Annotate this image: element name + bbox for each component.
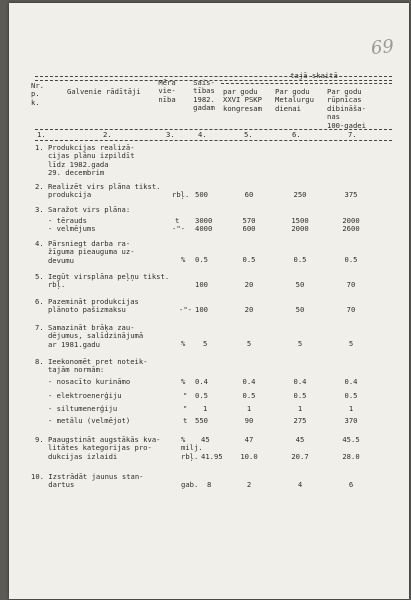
row-8b-col-c: 0.5 <box>344 391 358 400</box>
row-5-base: 100 <box>195 280 208 289</box>
header-indicator: Galvenie rādītāji <box>67 87 141 96</box>
row-8d-unit: t <box>183 416 188 425</box>
row-4-col-b: 0.5 <box>293 255 307 264</box>
row-8d-base: 550 <box>195 416 208 425</box>
header-bottom-rule <box>35 129 392 130</box>
header-group-rule <box>221 83 392 84</box>
row-5-col-b: 50 <box>295 280 305 289</box>
row-10-base: 8 <box>207 480 212 489</box>
row-8c-label: - siltumenerģiju <box>35 404 118 413</box>
row-8d-label: - metālu (velmējot) <box>35 416 131 425</box>
row-3b-unit: -"- <box>172 224 185 233</box>
row-8b-col-a: 0.5 <box>242 391 256 400</box>
row-5-col-a: 20 <box>244 280 254 289</box>
row-3-label: 3. Saražot virs plāna: <box>35 205 131 214</box>
header-nr: Nr. p. k. <box>31 81 44 107</box>
row-3a-col-c: 2000 <box>342 216 360 225</box>
row-8-label: 8. Ieekonomēt pret noteik- tajām normām: <box>35 357 148 375</box>
row-4-label: 4. Pārsniegt darba ra- žīguma pieauguma uz- devumu <box>35 239 135 265</box>
row-7-base: 5 <box>203 339 208 348</box>
row-9-base: 45 41.95 <box>201 435 223 461</box>
col-num-6: 6. <box>292 130 301 139</box>
row-4-unit: % <box>181 255 186 264</box>
row-9-col-b: 45 20.7 <box>291 435 309 461</box>
row-8d-col-b: 275 <box>293 416 307 425</box>
col-num-7: 7. <box>348 130 357 139</box>
row-8a-col-b: 0.4 <box>293 377 307 386</box>
row-8b-base: 0.5 <box>195 391 208 400</box>
row-4-col-a: 0.5 <box>242 255 256 264</box>
row-8d-col-c: 370 <box>344 416 358 425</box>
col-num-1: 1. <box>37 130 46 139</box>
row-8c-col-b: 1 <box>297 404 303 413</box>
row-4-col-c: 0.5 <box>344 255 358 264</box>
row-2-unit: rbļ. <box>172 190 190 199</box>
header-group: tajā skaitā <box>290 71 338 80</box>
row-8a-base: 0.4 <box>195 377 208 386</box>
row-8c-col-a: 1 <box>246 404 252 413</box>
row-1-label: 1. Produkcijas realizā- cijas plānu izpildīt līdz 1982.gada 29. decembrim <box>35 143 135 178</box>
row-10-label: 10. Izstrādāt jaunus stan- dartus <box>31 472 144 490</box>
row-7-col-b: 5 <box>297 339 303 348</box>
row-3a-col-a: 570 <box>242 216 256 225</box>
row-10-col-b: 4 <box>297 480 303 489</box>
row-8a-col-a: 0.4 <box>242 377 256 386</box>
row-7-col-c: 5 <box>348 339 354 348</box>
row-5-col-c: 70 <box>346 280 356 289</box>
row-2-col-b: 250 <box>293 190 307 199</box>
col-num-5: 5. <box>244 130 253 139</box>
row-7-label: 7. Samazināt brāķa zau- dējumus, salīdzinājumā ar 1981.gadu <box>35 323 144 349</box>
row-6-col-b: 50 <box>295 305 305 314</box>
row-10-unit: gab. <box>181 480 199 489</box>
row-2-label: 2. Realizēt virs plāna tikst. produkcija <box>35 182 161 200</box>
header-col-a: par godu XXVI PSKP kongresam <box>223 87 262 113</box>
row-8a-label: - nosacīto kurināmo <box>35 377 131 386</box>
row-2-col-a: 60 <box>244 190 254 199</box>
row-6-base: 100 <box>195 305 208 314</box>
row-8c-unit: " <box>183 404 188 413</box>
row-8b-unit: " <box>183 391 188 400</box>
row-3b-base: 4000 <box>195 224 213 233</box>
row-7-unit: % <box>181 339 186 348</box>
row-9-label: 9. Paaugstināt augstākās kva- litātes kategorijas pro- dukcijas izlaidi <box>35 435 161 461</box>
row-3a-col-b: 1500 <box>291 216 309 225</box>
col-num-4: 4. <box>198 130 207 139</box>
row-7-col-a: 5 <box>246 339 252 348</box>
row-5-label: 5. Iegūt virsplāna peļņu tikst. rbļ. <box>35 272 170 290</box>
header-col-c: Par godu rūpnīcas dibināša- nas 100-gadei <box>327 87 366 130</box>
row-8b-col-b: 0.5 <box>293 391 307 400</box>
row-8b-label: - elektroenerģiju <box>35 391 122 400</box>
row-6-unit: -"- <box>179 305 192 314</box>
row-3a-label: - tērauds <box>35 216 87 225</box>
document-page <box>9 3 409 599</box>
row-6-col-c: 70 <box>346 305 356 314</box>
row-3a-unit: t <box>175 216 180 225</box>
row-3b-label: - velmējums <box>35 224 96 233</box>
row-9-col-a: 47 10.0 <box>240 435 258 461</box>
row-3b-col-b: 2000 <box>291 224 309 233</box>
column-number-rule <box>35 140 392 141</box>
row-8d-col-a: 90 <box>244 416 254 425</box>
row-10-col-a: 2 <box>246 480 252 489</box>
row-8c-base: 1 <box>203 404 208 413</box>
header-col-b: Par godu Metalurgu dienai <box>275 87 314 113</box>
row-3b-col-c: 2600 <box>342 224 360 233</box>
row-8c-col-c: 1 <box>348 404 354 413</box>
row-4-base: 0.5 <box>195 255 208 264</box>
row-8a-col-c: 0.4 <box>344 377 358 386</box>
row-6-label: 6. Pazemināt produkcijas plānoto pašizmaksu <box>35 297 139 315</box>
row-2-col-c: 375 <box>344 190 358 199</box>
row-9-col-c: 45.5 28.0 <box>342 435 360 461</box>
col-num-2: 2. <box>103 130 112 139</box>
row-8a-unit: % <box>181 377 186 386</box>
row-10-col-c: 6 <box>348 480 354 489</box>
header-base: Sais- tības 1982. gadam <box>193 78 215 113</box>
page-number: 69 <box>369 35 395 60</box>
col-num-3: 3. <box>166 130 175 139</box>
row-2-base: 500 <box>195 190 208 199</box>
row-6-col-a: 20 <box>244 305 254 314</box>
header-unit: Mēra vie- nība <box>158 78 176 104</box>
row-3b-col-a: 600 <box>242 224 256 233</box>
row-9-unit: % milj. rbļ. <box>181 435 203 461</box>
row-3a-base: 3000 <box>195 216 213 225</box>
